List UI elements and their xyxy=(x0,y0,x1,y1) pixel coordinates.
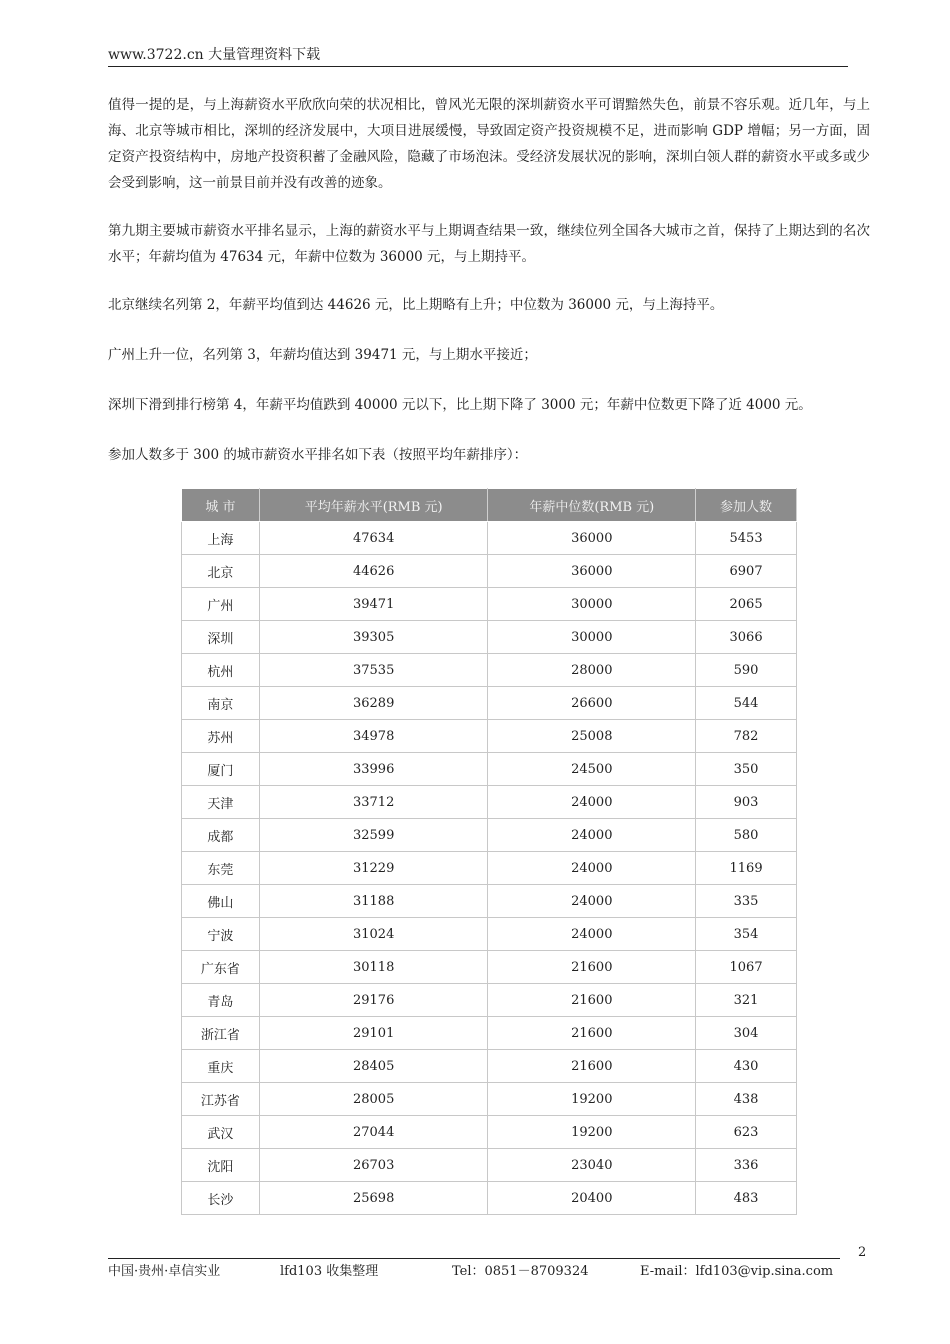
city-cell: 长沙 xyxy=(182,1182,260,1215)
paragraph-guangzhou-ranking: 广州上升一位，名列第 3，年薪均值达到 39471 元，与上期水平接近； xyxy=(108,347,537,363)
participants-cell: 321 xyxy=(696,984,797,1017)
table-row xyxy=(182,621,797,654)
median-salary-cell: 20400 xyxy=(488,1182,696,1215)
city-cell: 武汉 xyxy=(182,1116,260,1149)
table-row xyxy=(182,687,797,720)
table-row xyxy=(182,654,797,687)
participants-cell: 590 xyxy=(696,654,797,687)
participants-cell: 3066 xyxy=(696,621,797,654)
table-row xyxy=(182,786,797,819)
table-row xyxy=(182,1182,797,1215)
table-row xyxy=(182,1050,797,1083)
city-cell: 杭州 xyxy=(182,654,260,687)
median-salary-cell: 30000 xyxy=(488,621,696,654)
median-salary-cell: 24000 xyxy=(488,885,696,918)
average-salary-cell: 28405 xyxy=(259,1050,488,1083)
participants-cell: 6907 xyxy=(696,555,797,588)
city-cell: 南京 xyxy=(182,687,260,720)
city-cell: 上海 xyxy=(182,522,260,555)
city-cell: 佛山 xyxy=(182,885,260,918)
average-salary-cell: 29176 xyxy=(259,984,488,1017)
median-salary-cell: 30000 xyxy=(488,588,696,621)
city-cell: 成都 xyxy=(182,819,260,852)
city-cell: 深圳 xyxy=(182,621,260,654)
city-cell: 广州 xyxy=(182,588,260,621)
city-cell: 宁波 xyxy=(182,918,260,951)
average-salary-cell: 32599 xyxy=(259,819,488,852)
city-cell: 沈阳 xyxy=(182,1149,260,1182)
city-cell: 厦门 xyxy=(182,753,260,786)
table-row xyxy=(182,1116,797,1149)
paragraph-shanghai-ranking: 第九期主要城市薪资水平排名显示，上海的薪资水平与上期调查结果一致，继续位列全国各大城市之首，保持了上期达到的名次水平；年薪均值为 47634 元，年薪中位数为 36000 元，与上期持平。 xyxy=(108,223,870,265)
table-row xyxy=(182,819,797,852)
participants-cell: 483 xyxy=(696,1182,797,1215)
city-salary-table xyxy=(181,488,797,1215)
column-header-median-salary: 年薪中位数(RMB 元) xyxy=(488,489,696,522)
average-salary-cell: 33712 xyxy=(259,786,488,819)
table-row xyxy=(182,1083,797,1116)
city-cell: 青岛 xyxy=(182,984,260,1017)
median-salary-cell: 21600 xyxy=(488,1017,696,1050)
table-row xyxy=(182,951,797,984)
average-salary-cell: 25698 xyxy=(259,1182,488,1215)
table-row xyxy=(182,522,797,555)
city-cell: 天津 xyxy=(182,786,260,819)
column-header-city: 城 市 xyxy=(182,489,260,522)
table-row xyxy=(182,1149,797,1182)
table-row xyxy=(182,555,797,588)
participants-cell: 1067 xyxy=(696,951,797,984)
median-salary-cell: 19200 xyxy=(488,1116,696,1149)
participants-cell: 304 xyxy=(696,1017,797,1050)
median-salary-cell: 21600 xyxy=(488,1050,696,1083)
participants-cell: 782 xyxy=(696,720,797,753)
participants-cell: 544 xyxy=(696,687,797,720)
median-salary-cell: 28000 xyxy=(488,654,696,687)
average-salary-cell: 36289 xyxy=(259,687,488,720)
city-cell: 东莞 xyxy=(182,852,260,885)
city-cell: 广东省 xyxy=(182,951,260,984)
city-cell: 北京 xyxy=(182,555,260,588)
page-header: www.3722.cn 大量管理资料下载 xyxy=(108,47,321,63)
median-salary-cell: 36000 xyxy=(488,555,696,588)
average-salary-cell: 29101 xyxy=(259,1017,488,1050)
average-salary-cell: 39471 xyxy=(259,588,488,621)
paragraph-shenzhen-ranking: 深圳下滑到排行榜第 4，年薪平均值跌到 40000 元以下，比上期下降了 3000 元；年薪中位数更下降了近 4000 元。 xyxy=(108,397,812,413)
median-salary-cell: 36000 xyxy=(488,522,696,555)
median-salary-cell: 24000 xyxy=(488,819,696,852)
participants-cell: 623 xyxy=(696,1116,797,1149)
table-row xyxy=(182,885,797,918)
city-cell: 江苏省 xyxy=(182,1083,260,1116)
average-salary-cell: 31024 xyxy=(259,918,488,951)
participants-cell: 430 xyxy=(696,1050,797,1083)
participants-cell: 1169 xyxy=(696,852,797,885)
table-row xyxy=(182,588,797,621)
table-row xyxy=(182,753,797,786)
participants-cell: 580 xyxy=(696,819,797,852)
median-salary-cell: 24500 xyxy=(488,753,696,786)
document-body xyxy=(108,92,870,490)
table-row xyxy=(182,1017,797,1050)
table-row xyxy=(182,918,797,951)
median-salary-cell: 24000 xyxy=(488,852,696,885)
average-salary-cell: 31188 xyxy=(259,885,488,918)
participants-cell: 903 xyxy=(696,786,797,819)
footer-company: 中国·贵州·卓信实业 xyxy=(108,1264,221,1279)
participants-cell: 335 xyxy=(696,885,797,918)
average-salary-cell: 33996 xyxy=(259,753,488,786)
footer-collector: lfd103 收集整理 xyxy=(280,1264,379,1279)
average-salary-cell: 34978 xyxy=(259,720,488,753)
median-salary-cell: 21600 xyxy=(488,984,696,1017)
median-salary-cell: 25008 xyxy=(488,720,696,753)
median-salary-cell: 24000 xyxy=(488,918,696,951)
participants-cell: 438 xyxy=(696,1083,797,1116)
table-body xyxy=(182,522,797,1215)
average-salary-cell: 26703 xyxy=(259,1149,488,1182)
paragraph-table-intro: 参加人数多于 300 的城市薪资水平排名如下表（按照平均年薪排序）： xyxy=(108,447,528,463)
page-number: 2 xyxy=(858,1245,867,1260)
city-cell: 苏州 xyxy=(182,720,260,753)
participants-cell: 2065 xyxy=(696,588,797,621)
table-row xyxy=(182,984,797,1017)
participants-cell: 350 xyxy=(696,753,797,786)
participants-cell: 354 xyxy=(696,918,797,951)
footer-email: E-mail：lfd103@vip.sina.com xyxy=(640,1264,834,1279)
table-header-row xyxy=(182,489,797,522)
average-salary-cell: 27044 xyxy=(259,1116,488,1149)
median-salary-cell: 24000 xyxy=(488,786,696,819)
footer-divider xyxy=(108,1258,840,1259)
average-salary-cell: 44626 xyxy=(259,555,488,588)
paragraph-beijing-ranking: 北京继续名列第 2，年薪平均值到达 44626 元，比上期略有上升；中位数为 36000 元，与上海持平。 xyxy=(108,297,724,313)
table-row xyxy=(182,852,797,885)
average-salary-cell: 31229 xyxy=(259,852,488,885)
footer-telephone: Tel：0851－8709324 xyxy=(452,1264,589,1279)
city-cell: 重庆 xyxy=(182,1050,260,1083)
participants-cell: 5453 xyxy=(696,522,797,555)
column-header-average-salary: 平均年薪水平(RMB 元) xyxy=(259,489,488,522)
average-salary-cell: 39305 xyxy=(259,621,488,654)
median-salary-cell: 23040 xyxy=(488,1149,696,1182)
header-divider xyxy=(108,66,848,67)
median-salary-cell: 19200 xyxy=(488,1083,696,1116)
paragraph-shenzhen-outlook: 值得一提的是，与上海薪资水平欣欣向荣的状况相比，曾风光无限的深圳薪资水平可谓黯然失色，前景不容乐观。近几年，与上海、北京等城市相比，深圳的经济发展中，大项目进展缓慢，导致固定资产投资规模不足，进而影响 GDP 增幅；另一方面，固定资产投资结构中，房地产投资积蓄了金融风险，隐藏了市场泡沫。受经济发展状况的影响，深圳白领人群的薪资水平或多或少会受到影响，这一前景目前并没有改善的迹象。 xyxy=(108,97,870,191)
table-row xyxy=(182,720,797,753)
average-salary-cell: 30118 xyxy=(259,951,488,984)
median-salary-cell: 26600 xyxy=(488,687,696,720)
average-salary-cell: 28005 xyxy=(259,1083,488,1116)
column-header-participants: 参加人数 xyxy=(696,489,797,522)
median-salary-cell: 21600 xyxy=(488,951,696,984)
city-cell: 浙江省 xyxy=(182,1017,260,1050)
average-salary-cell: 47634 xyxy=(259,522,488,555)
participants-cell: 336 xyxy=(696,1149,797,1182)
average-salary-cell: 37535 xyxy=(259,654,488,687)
